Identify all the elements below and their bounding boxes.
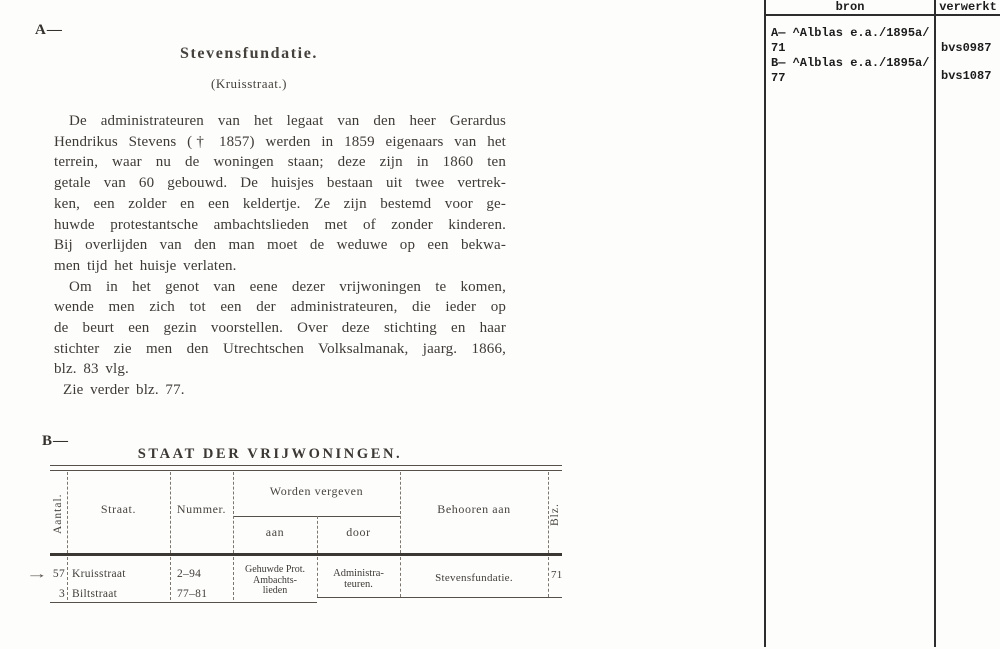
cell-aan-line: lieden [262,585,288,596]
panel-header-verwerkt: verwerkt [939,0,997,14]
paragraph-line: de beurt een gezin voorstellen. Over deze stichting en haar [54,320,506,337]
column-header-blz: Blz. [549,503,561,527]
cell-behooren-aan: Stevensfundatie. [435,572,513,584]
cell-door-line: teuren. [344,579,373,590]
cell-nummer: 77–81 [177,588,208,600]
column-header-worden-vergeven: Worden vergeven [269,484,364,498]
cell-aantal: 57 [52,568,65,580]
cell-aantal: 3 [58,588,65,600]
paragraph-line: terrein, waar nu de woningen staan; deze zijn in 1860 ten [54,154,506,171]
table-title: STAAT DER VRIJWONINGEN. [137,446,403,462]
paragraph-line: wende men zich tot een der administrateuren, die ieder op [54,299,506,316]
column-divider [548,557,549,597]
cell-door-line: Administra- [333,568,384,579]
table-rule-top-inner [50,470,562,471]
source-entry [771,56,933,85]
panel-header-rule [764,14,1000,16]
column-header-aan: aan [265,525,285,539]
paragraph-line: Bij overlijden van den man moet de weduwe op een bekwa- [54,237,506,254]
paragraph-line: stichter zie men den Utrechtschen Volksalmanak, jaarg. 1866, [54,340,506,357]
panel-border-left [764,0,766,647]
verwerkt-code: bvs0987 [941,41,992,55]
cell-straat: Kruisstraat [72,568,126,580]
closing-reference-line: Zie verder blz. 77. [63,382,185,399]
cell-straat: Biltstraat [72,588,118,600]
section-label-a: A— [35,22,63,38]
cell-door [317,568,400,590]
section-label-b: B— [42,433,70,449]
table-rule-bottom-left [50,602,317,603]
verwerkt-code: bvs1087 [941,69,992,83]
cell-aan-line: Gehuwde Prot. [245,564,305,575]
column-divider [170,557,171,600]
paragraph-line: ken, een zolder en een keldertje. Ze zijn bestemd voor ge- [54,195,506,212]
source-line: 71 [771,40,786,55]
column-header-nummer: Nummer. [176,502,227,516]
cell-nummer: 2–94 [177,568,202,580]
paragraph-line: huwde protestantsche ambachtslieden met of zonder kinderen. [54,216,506,233]
paragraph-line: men tijd het huisje verlaten. [54,257,237,274]
cell-aan [233,565,317,597]
source-entry [771,26,933,55]
vrijwoningen-table [26,464,563,609]
page-title: Stevensfundatie. [179,45,319,62]
column-header-straat: Straat. [100,502,137,516]
table-rule-top-outer [50,465,562,466]
column-header-behooren-aan: Behooren aan [437,502,511,516]
paragraph-line: De administrateuren van het legaat van den heer Gerardus [69,113,506,129]
source-line: 77 [771,70,786,85]
paragraph-line: Om in het genot van eene dezer vrijwoningen te komen, [69,278,506,295]
cell-aan-line: Ambachts- [253,574,297,586]
column-header-door: door [346,525,371,539]
panel-column-divider [934,0,936,647]
row-marker-arrow: → [26,566,49,581]
page-subtitle: (Kruisstraat.) [211,76,287,91]
paragraph-line: Hendrikus Stevens († 1857) werden in 1859 eigenaars van het [54,133,506,150]
column-header-aantal: Aantal. [52,493,64,535]
panel-header-bron: bron [835,0,865,14]
table-rule-header-separator [50,553,562,556]
source-line: B— ^Alblas e.a./1895a/ [771,56,930,70]
column-divider [67,557,68,600]
paragraph-line: getale van 60 gebouwd. De huisjes bestaan uit twee vertrek- [54,175,506,192]
cell-blz: 71 [551,569,563,581]
body-text [54,111,506,401]
source-line: A— ^Alblas e.a./1895a/ [771,26,930,40]
table-rule-bottom-right [317,597,562,598]
paragraph-line: blz. 83 vlg. [54,361,129,378]
